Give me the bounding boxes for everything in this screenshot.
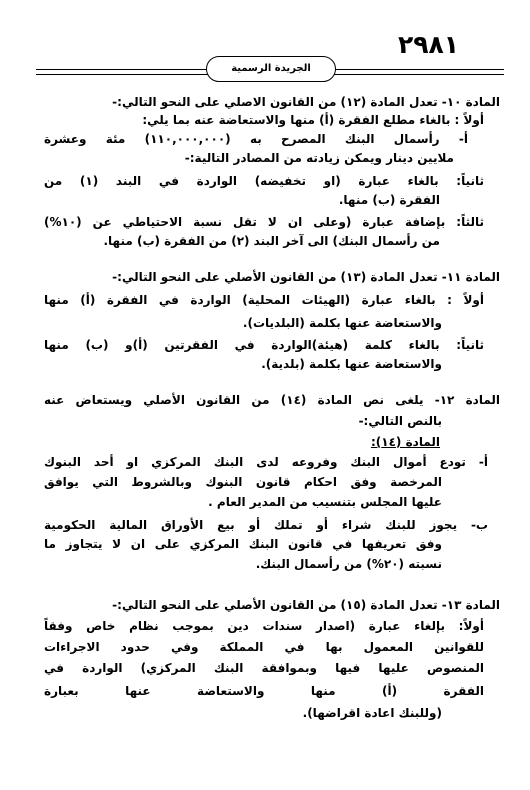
article-11-heading: المادة ١١- تعدل المادة (١٣) من القانون الأصلي على النحو التالي:- — [112, 270, 500, 284]
article-13-line: أولاً: بإلغاء عبارة (اصدار سندات دين بموجب نظام خاص وفقاً — [44, 619, 484, 633]
article-10-heading: المادة ١٠- تعدل المادة (١٢) من القانون الاصلي على النحو التالي:- — [112, 95, 500, 109]
article-13-heading: المادة ١٣- تعدل المادة (١٥) من القانون الأصلي على النحو التالي:- — [112, 598, 500, 612]
article-10-line: أ- رأسمال البنك المصرح به (١١٠,٠٠٠,٠٠٠) مئة وعشرة — [44, 132, 468, 146]
article-10-line: ملايين دينار ويمكن زيادته من المصادر التالية:- — [184, 151, 454, 165]
article-14-subtitle: المادة (١٤): — [370, 435, 440, 449]
article-12-item-b: نسبته (٢٠%) من رأسمال البنك. — [255, 557, 442, 571]
article-12-item-a: أ- تودع أموال البنك وفروعه لدى البنك المركزي او أحد البنوك — [44, 455, 488, 469]
article-12-heading: المادة ١٢- يلغى نص المادة (١٤) من القانون الأصلي ويستعاض عنه — [44, 393, 500, 407]
article-12-item-a: عليها المجلس بتنسيب من المدير العام . — [208, 495, 442, 509]
article-10-line: أولاً : بالغاء مطلع الفقرة (أ) منها والاستعاضة عنه بما يلي: — [142, 113, 484, 127]
article-13-line: المنصوص عليها فيها وبموافقة البنك المركزي) الواردة في — [44, 661, 484, 675]
page-number: ٢٩٨١ — [398, 30, 460, 59]
article-13-line: للقوانين المعمول بها في المملكة وفي حدود الاجراءات — [44, 640, 484, 654]
article-11-line: أولاً : بالغاء عبارة (الهيئات المحلية) الواردة في الفقرة (أ) منها — [44, 293, 484, 307]
article-12-item-a: المرخصة وفق احكام قانون البنوك وبالشروط التي يوافق — [44, 475, 442, 489]
article-12-heading-cont: بالنص التالي:- — [358, 414, 442, 428]
article-11-line: والاستعاضة عنها بكلمة (البلديات). — [242, 316, 442, 330]
article-12-item-b: وفق تعريفها في قانون البنك المركزي على ان لا يتجاوز ما — [44, 537, 442, 551]
article-10-line: من رأسمال البنك) الى آخر البند (٢) من الفقرة (ب) منها. — [103, 234, 440, 248]
article-11-line: والاستعاضة عنها بكلمة (بلدية). — [261, 357, 442, 371]
article-13-line: الفقرة (أ) منها والاستعاضة عنها بعبارة — [44, 684, 484, 698]
article-10-line: ثانياً: بالغاء عبارة (او تخفيضه) الواردة في البند (١) من — [44, 174, 484, 188]
article-11-line: ثانياً: بالغاء كلمة (هيئة)الواردة في الفقرتين (أ)و (ب) منها — [44, 338, 484, 352]
article-10-line: الفقرة (ب) منها. — [338, 193, 440, 207]
article-10-line: ثالثاً: بإضافة عبارة (وعلى ان لا تقل نسبة الاحتياطي عن (١٠%) — [44, 215, 484, 229]
article-12-item-b: ب- يجوز للبنك شراء أو تملك أو بيع الأوراق المالية الحكومية — [44, 518, 488, 532]
gazette-title: الجريدة الرسمية — [206, 56, 336, 82]
article-13-line: (وللبنك اعادة اقراضها). — [302, 706, 442, 720]
